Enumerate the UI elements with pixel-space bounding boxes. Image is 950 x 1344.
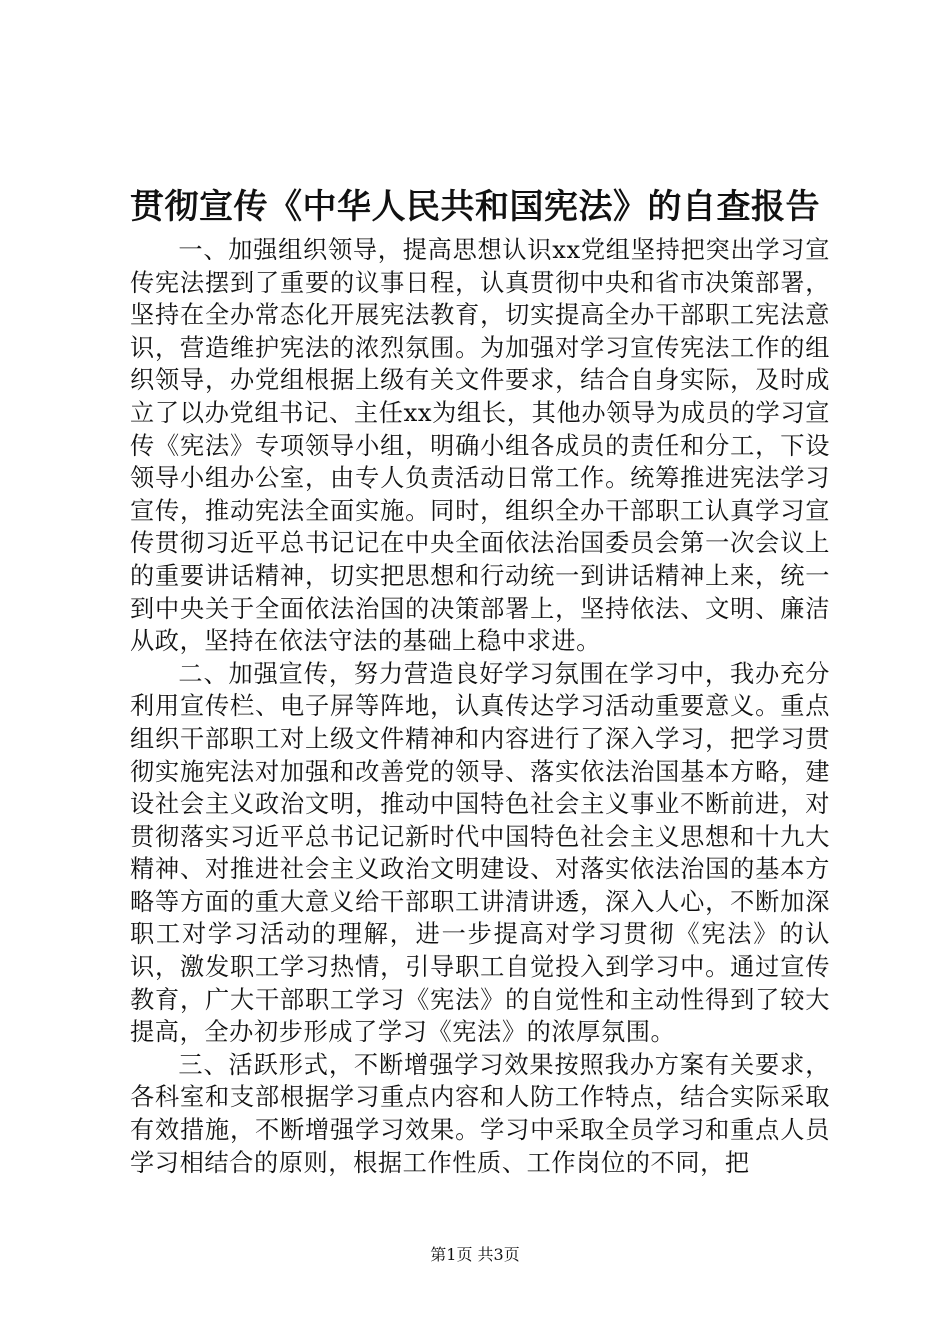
document-body xyxy=(130,234,830,1179)
page-number-footer: 第1页 共3页 xyxy=(430,1245,520,1264)
paragraph-2: 二、加强宣传，努力营造良好学习氛围在学习中，我办充分利用宣传栏、电子屏等阵地，认真传达学习活动重要意义。重点组织干部职工对上级文件精神和内容进行了深入学习，把学习贯彻实施宪法对加强和改善党的领导、落实依法治国基本方略，建设社会主义政治文明，推动中国特色社会主义事业不断前进，对贯彻落实习近平总书记记新时代中国特色社会主义思想和十九大精神、对推进社会主义政治文明建设、对落实依法治国的基本方略等方面的重大意义给干部职工讲清讲透，深入人心，不断加深职工对学习活动的理解，进一步提高对学习贯彻《宪法》的认识，激发职工学习热情，引导职工自觉投入到学习中。通过宣传教育，广大干部职工学习《宪法》的自觉性和主动性得到了较大提高，全办初步形成了学习《宪法》的浓厚氛围。 xyxy=(130,659,830,1047)
paragraph-3: 三、活跃形式，不断增强学习效果按照我办方案有关要求，各科室和支部根据学习重点内容和人防工作特点，结合实际采取有效措施，不断增强学习效果。学习中采取全员学习和重点人员学习相结合的原则，根据工作性质、工作岗位的不同，把 xyxy=(130,1050,830,1177)
paragraph-1: 一、加强组织领导，提高思想认识xx党组坚持把突出学习宣传宪法摆到了重要的议事日程，认真贯彻中央和省市决策部署，坚持在全办常态化开展宪法教育，切实提高全办干部职工宪法意识，营造维护宪法的浓烈氛围。为加强对学习宣传宪法工作的组织领导，办党组根据上级有关文件要求，结合自身实际，及时成立了以办党组书记、主任xx为组长，其他办领导为成员的学习宣传《宪法》专项领导小组，明确小组各成员的责任和分工，下设领导小组办公室，由专人负责活动日常工作。统筹推进宪法学习宣传，推动宪法全面实施。同时，组织全办干部职工认真学习宣传贯彻习近平总书记记在中央全面依法治国委员会第一次会议上的重要讲话精神，切实把思想和行动统一到讲话精神上来，统一到中央关于全面依法治国的决策部署上，坚持依法、文明、廉洁从政，坚持在依法守法的基础上稳中求进。 xyxy=(130,236,830,656)
document-title: 贯彻宣传《中华人民共和国宪法》的自查报告 xyxy=(130,187,820,227)
